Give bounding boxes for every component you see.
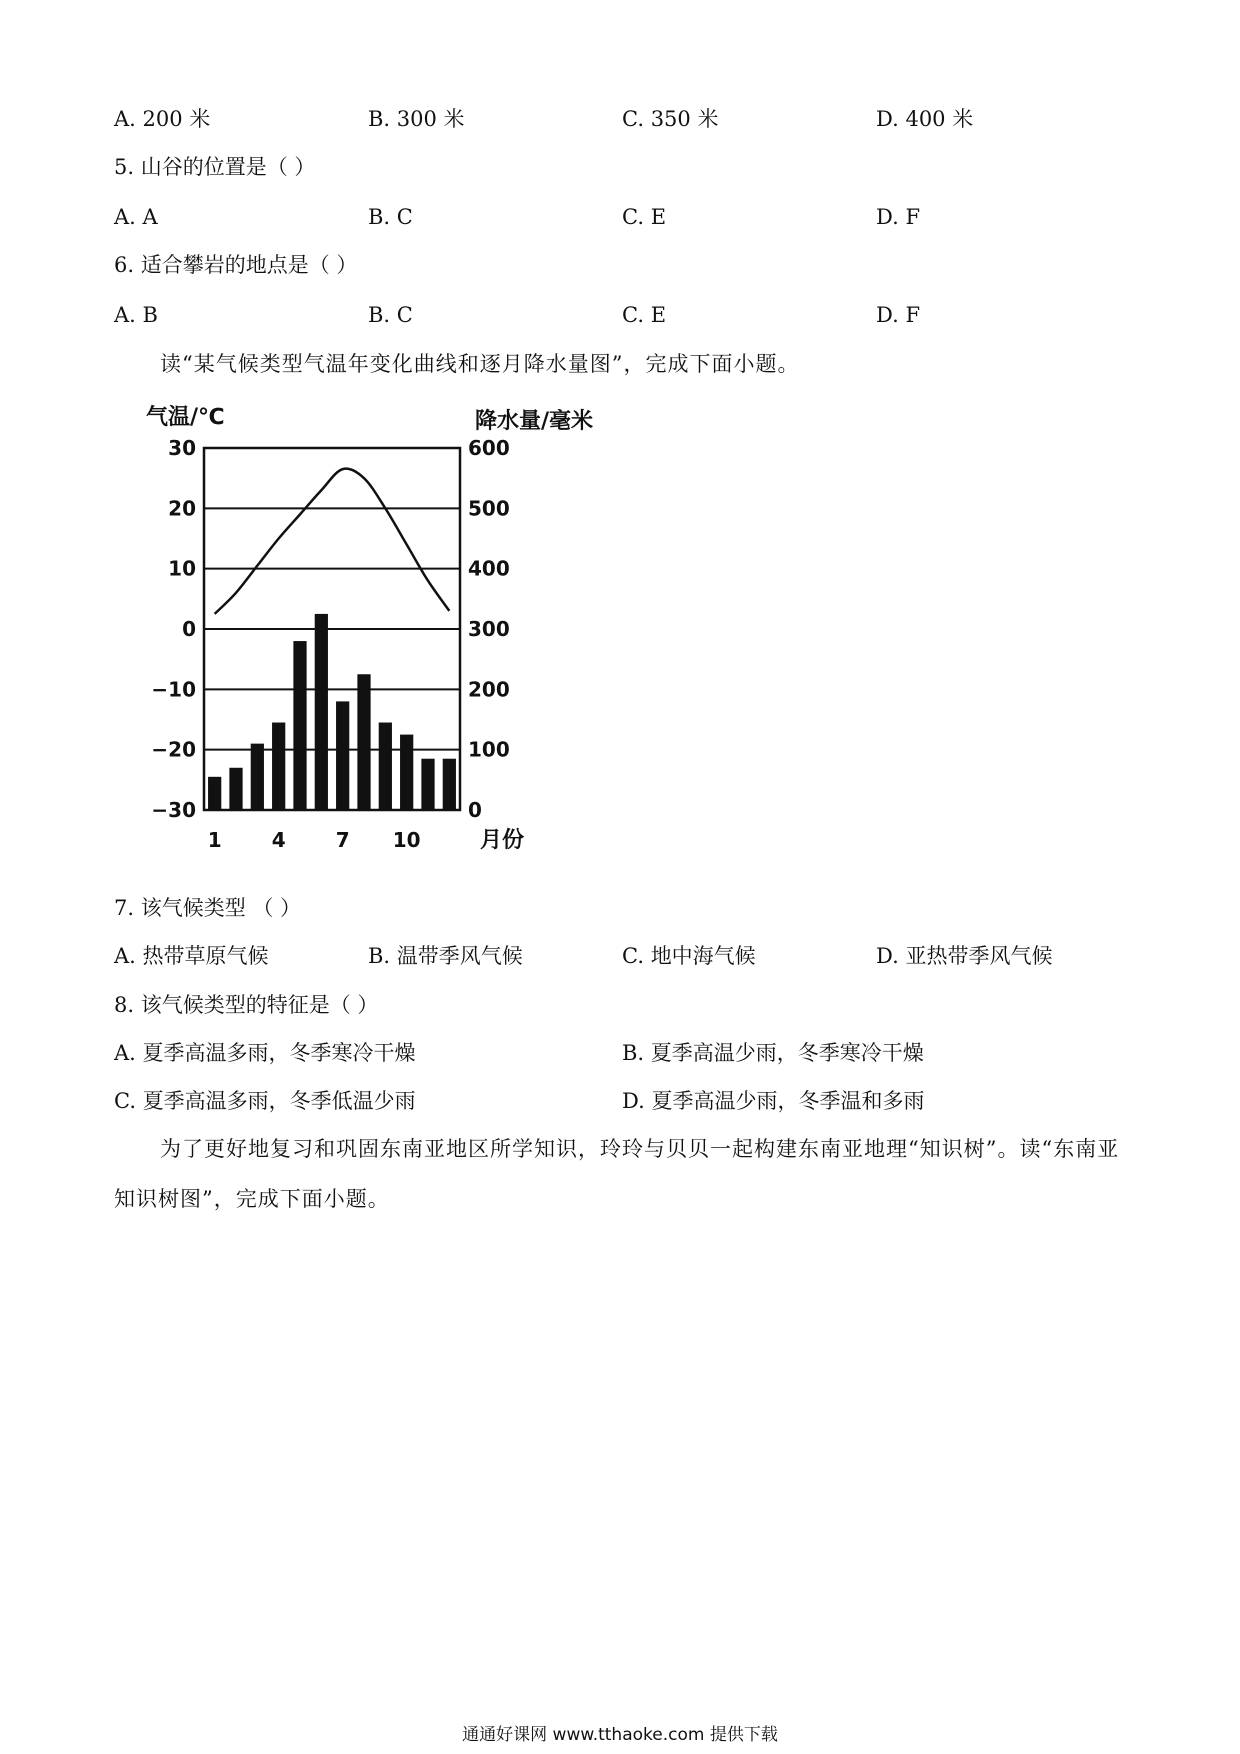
precipitation-bar bbox=[272, 723, 285, 810]
q6-stem: 6. 适合攀岩的地点是（ ） bbox=[114, 253, 358, 277]
climate-chart bbox=[130, 400, 630, 860]
knowledge-tree-intro: 为了更好地复习和巩固东南亚地区所学知识，玲玲与贝贝一起构建东南亚地理“知识树”。读“东南亚知识树图”，完成下面小题。 bbox=[114, 1137, 1120, 1211]
q8-option-c: C. 夏季高温多雨，冬季低温少雨 bbox=[114, 1089, 416, 1113]
temperature-tick-label: 10 bbox=[168, 556, 196, 581]
temperature-tick-label: 20 bbox=[168, 496, 196, 521]
month-tick-label: 10 bbox=[392, 828, 421, 852]
q6-option-b: B. C bbox=[368, 303, 413, 327]
precipitation-tick-label: 300 bbox=[468, 617, 510, 641]
precipitation-bar bbox=[315, 614, 328, 810]
temperature-tick-label: −20 bbox=[151, 737, 196, 762]
chart-intro: 读“某气候类型气温年变化曲线和逐月降水量图”，完成下面小题。 bbox=[160, 352, 800, 376]
q6-option-c: C. E bbox=[622, 303, 667, 327]
precipitation-tick-label: 200 bbox=[468, 677, 510, 702]
q5-option-a: A. A bbox=[114, 205, 158, 229]
q8-stem: 8. 该气候类型的特征是（ ） bbox=[114, 993, 379, 1017]
precipitation-bar bbox=[421, 759, 434, 810]
precipitation-bar bbox=[293, 641, 306, 810]
q4-option-c: C. 350 米 bbox=[622, 107, 719, 131]
precipitation-bar bbox=[357, 674, 370, 810]
precipitation-tick-label: 500 bbox=[468, 496, 510, 521]
precipitation-bar bbox=[229, 768, 242, 810]
q8-option-a: A. 夏季高温多雨，冬季寒冷干燥 bbox=[114, 1041, 416, 1065]
precipitation-bar bbox=[379, 723, 392, 810]
temperature-tick-label: 0 bbox=[182, 617, 196, 641]
precipitation-tick-label: 0 bbox=[468, 798, 482, 822]
precipitation-bar bbox=[208, 777, 221, 810]
precipitation-axis-title: 降水量/毫米 bbox=[475, 409, 594, 434]
q5-option-d: D. F bbox=[876, 205, 921, 229]
q6-option-a: A. B bbox=[114, 303, 158, 327]
month-tick-label: 1 bbox=[207, 828, 222, 852]
precipitation-tick-label: 100 bbox=[468, 737, 510, 762]
q5-option-c: C. E bbox=[622, 205, 667, 229]
temperature-axis-title: 气温/℃ bbox=[146, 405, 225, 430]
q4-option-b: B. 300 米 bbox=[368, 107, 465, 131]
precipitation-tick-label: 400 bbox=[468, 556, 510, 581]
q5-stem: 5. 山谷的位置是（ ） bbox=[114, 155, 316, 179]
q8-option-b: B. 夏季高温少雨，冬季寒冷干燥 bbox=[622, 1041, 924, 1065]
precipitation-bar bbox=[251, 744, 264, 810]
precipitation-bar bbox=[400, 735, 413, 810]
q7-option-b: B. 温带季风气候 bbox=[368, 944, 523, 968]
precipitation-bar bbox=[443, 759, 456, 810]
q7-stem: 7. 该气候类型 （ ） bbox=[114, 896, 302, 920]
q8-option-d: D. 夏季高温少雨，冬季温和多雨 bbox=[622, 1089, 925, 1113]
month-tick-label: 7 bbox=[335, 828, 350, 852]
precipitation-bar bbox=[336, 701, 349, 810]
precipitation-tick-label: 600 bbox=[468, 436, 510, 460]
q6-option-d: D. F bbox=[876, 303, 921, 327]
climate-chart-svg bbox=[130, 400, 630, 860]
temperature-tick-label: −10 bbox=[151, 677, 196, 702]
temperature-curve bbox=[215, 469, 450, 614]
q7-option-d: D. 亚热带季风气候 bbox=[876, 944, 1053, 968]
temperature-tick-label: −30 bbox=[151, 798, 196, 822]
q5-option-b: B. C bbox=[368, 205, 413, 229]
q7-option-a: A. 热带草原气候 bbox=[114, 944, 269, 968]
q4-option-a: A. 200 米 bbox=[114, 107, 211, 131]
temperature-tick-label: 30 bbox=[168, 436, 196, 460]
month-tick-label: 4 bbox=[271, 828, 286, 852]
q4-option-d: D. 400 米 bbox=[876, 107, 974, 131]
q7-option-c: C. 地中海气候 bbox=[622, 944, 756, 968]
page-footer: 通通好课网 www.tthaoke.com 提供下载 bbox=[462, 1725, 778, 1745]
x-axis-title: 月份 bbox=[480, 828, 525, 853]
